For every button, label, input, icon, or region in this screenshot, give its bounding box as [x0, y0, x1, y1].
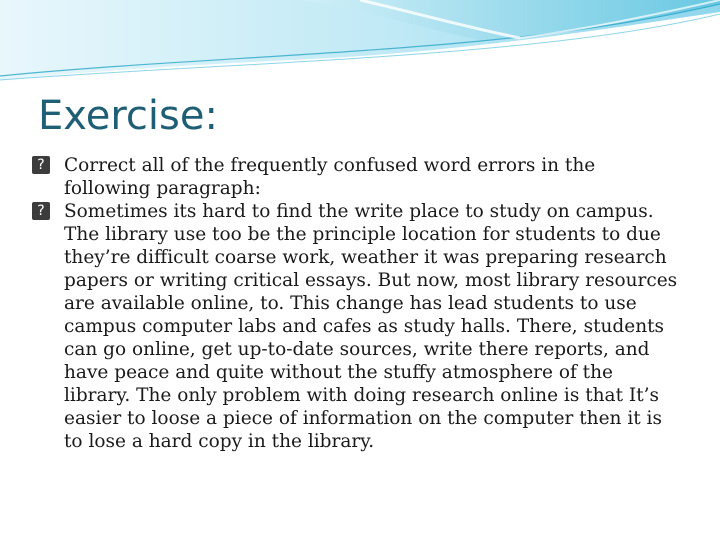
bullet-text-instruction: Correct all of the frequently confused word errors in the following paragraph:: [64, 155, 596, 199]
bullet-item-instruction: [37, 154, 684, 200]
unknown-glyph-icon: ?: [32, 156, 50, 174]
slide-title: Exercise:: [38, 93, 218, 139]
header-wave-decoration: [0, 0, 720, 90]
bullet-item-paragraph: [37, 200, 684, 453]
bullet-text-paragraph: Sometimes its hard to find the write place to study on campus. The library use too be the principle location for students to due they’re difficult coarse work, weather it was preparing research papers or writing critical essays. But now, most library resources are available online, to. This change has lead students to use campus computer labs and cafes as study halls. There, students can go online, get up-to-date sources, write there reports, and have peace and quite without the stuffy atmosphere of the library. The only problem with doing research online is that It’s easier to loose a piece of information on the computer then it is to lose a hard copy in the library.: [64, 201, 678, 452]
bullet-list: [37, 154, 684, 453]
unknown-glyph-icon: ?: [32, 202, 50, 220]
